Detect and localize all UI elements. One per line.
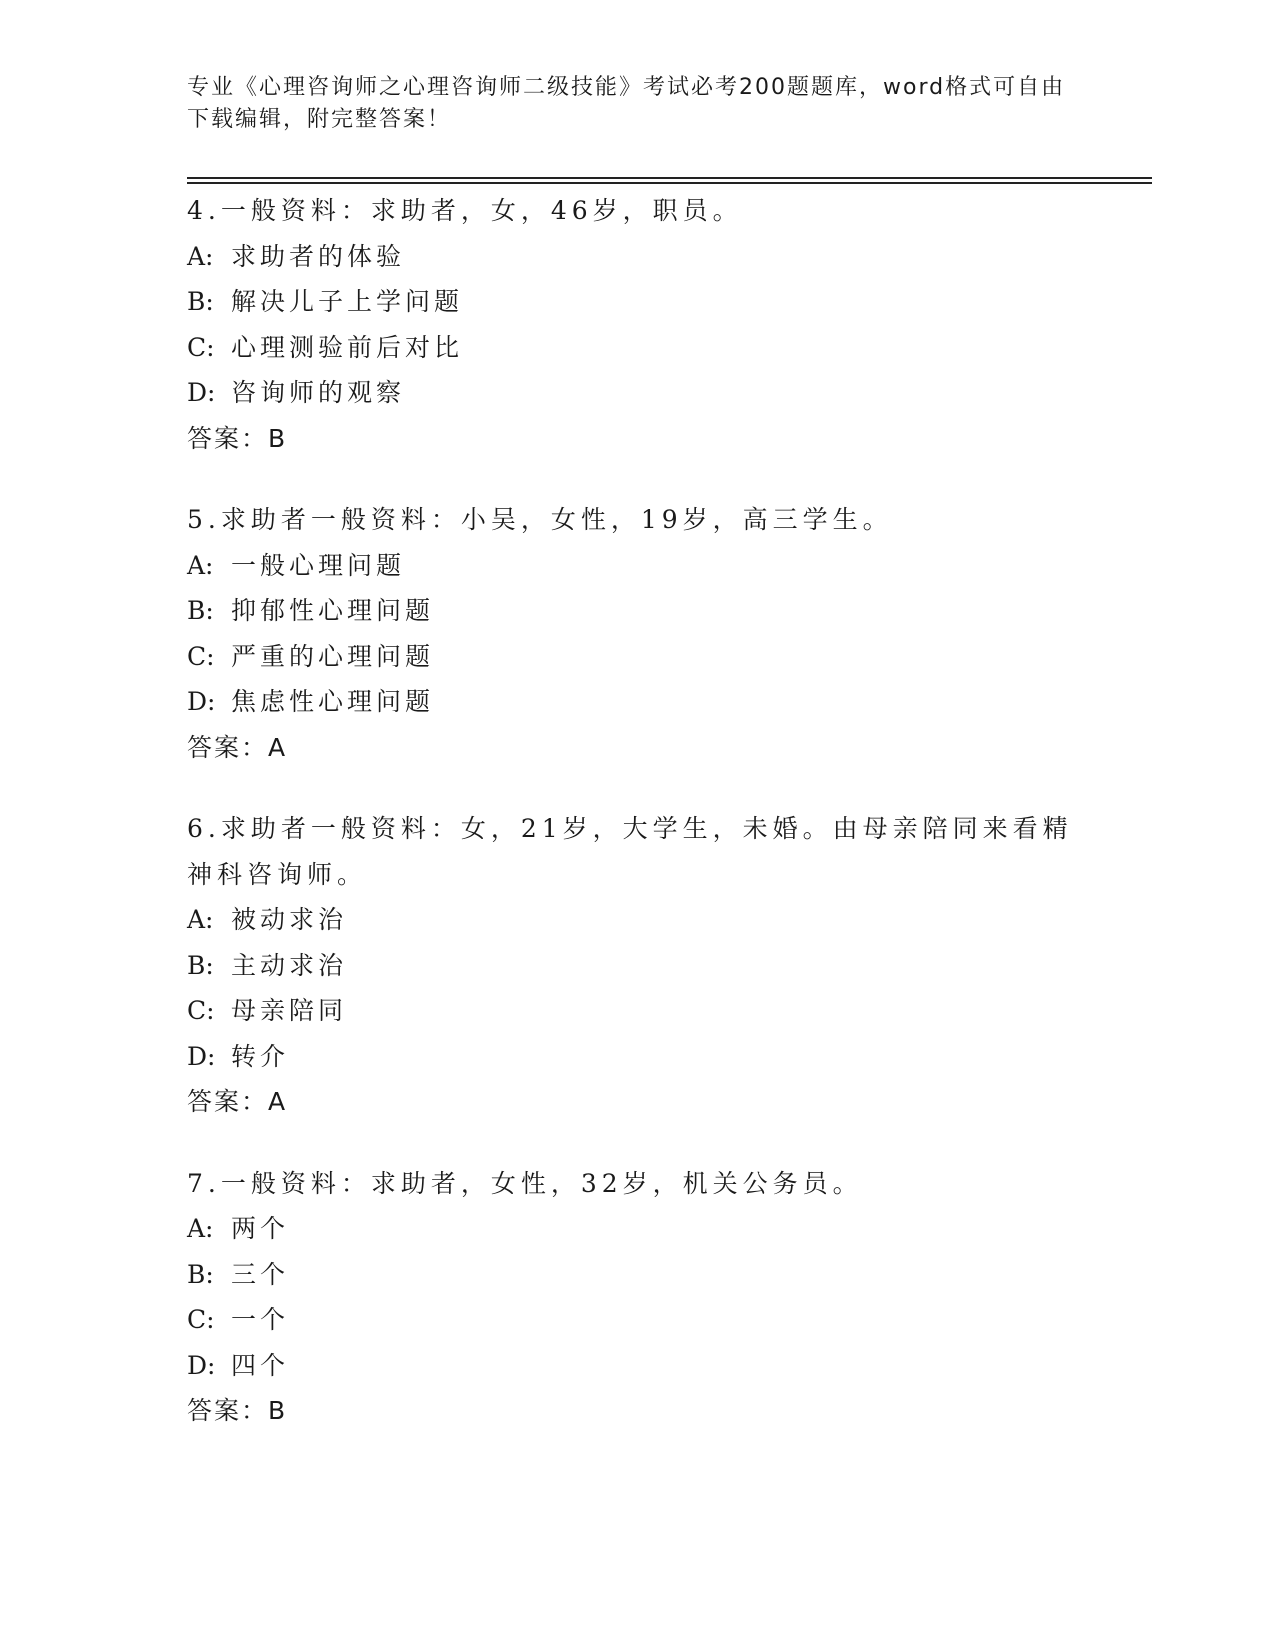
option-key: C: — [187, 1305, 215, 1334]
option-c — [187, 1297, 1087, 1343]
question-item — [187, 188, 1087, 461]
option-c — [187, 325, 1087, 371]
option-text: 咨询师的观察 — [231, 378, 406, 407]
option-key: D: — [187, 1041, 216, 1071]
option-d — [187, 1034, 1087, 1080]
option-text: 母亲陪同 — [231, 996, 348, 1025]
answer-line: 答案：A — [187, 1087, 288, 1116]
option-key: C: — [187, 641, 215, 671]
header-divider-top — [187, 177, 1152, 179]
question-item — [187, 806, 1087, 1125]
option-text: 严重的心理问题 — [231, 641, 435, 671]
option-b — [187, 1252, 1087, 1298]
option-key: B: — [187, 287, 214, 316]
question-list — [187, 188, 1087, 1470]
question-stem: 4.一般资料：求助者，女，46岁，职员。 — [187, 196, 743, 225]
option-text: 心理测验前后对比 — [231, 332, 464, 362]
option-key: C: — [187, 332, 215, 362]
option-b — [187, 279, 1087, 325]
option-key: B: — [187, 596, 214, 625]
option-key: A: — [187, 1214, 214, 1243]
option-text: 主动求治 — [231, 950, 348, 980]
option-text: 一个 — [231, 1305, 290, 1334]
option-text: 转介 — [231, 1041, 290, 1071]
option-text: 三个 — [231, 1259, 290, 1289]
option-key: A: — [187, 550, 214, 580]
question-item — [187, 1161, 1087, 1434]
option-a — [187, 1206, 1087, 1252]
option-c — [187, 988, 1087, 1034]
answer-line: 答案：B — [187, 1396, 288, 1425]
option-d — [187, 1343, 1087, 1389]
option-d — [187, 370, 1087, 416]
option-a — [187, 543, 1087, 589]
question-item — [187, 497, 1087, 770]
option-text: 求助者的体验 — [231, 241, 406, 271]
option-text: 解决儿子上学问题 — [231, 287, 464, 316]
option-key: B: — [187, 950, 214, 980]
option-a — [187, 234, 1087, 280]
option-text: 焦虑性心理问题 — [231, 687, 435, 716]
question-stem: 6.求助者一般资料：女，21岁，大学生，未婚。由母亲陪同来看精神科咨询师。 — [187, 814, 1073, 889]
option-text: 四个 — [231, 1350, 290, 1380]
question-stem: 5.求助者一般资料：小吴，女性，19岁，高三学生。 — [187, 505, 893, 534]
option-key: B: — [187, 1259, 214, 1289]
option-key: D: — [187, 687, 216, 716]
answer-line: 答案：B — [187, 423, 288, 453]
option-text: 抑郁性心理问题 — [231, 596, 435, 625]
option-key: D: — [187, 1350, 216, 1380]
option-b — [187, 588, 1087, 634]
option-key: A: — [187, 241, 214, 271]
option-b — [187, 943, 1087, 989]
option-text: 一般心理问题 — [231, 550, 406, 580]
question-stem: 7.一般资料：求助者，女性，32岁，机关公务员。 — [187, 1168, 863, 1198]
option-d — [187, 679, 1087, 725]
option-a — [187, 897, 1087, 943]
option-text: 被动求治 — [231, 905, 348, 934]
option-key: A: — [187, 905, 214, 934]
header-divider-bottom — [187, 182, 1152, 184]
option-c — [187, 634, 1087, 680]
document-header: 专业《心理咨询师之心理咨询师二级技能》考试必考200题题库，word格式可自由下载编辑，附完整答案！ — [187, 75, 1066, 132]
answer-line: 答案：A — [187, 732, 288, 762]
option-key: C: — [187, 996, 215, 1025]
option-key: D: — [187, 378, 216, 407]
option-text: 两个 — [231, 1214, 290, 1243]
